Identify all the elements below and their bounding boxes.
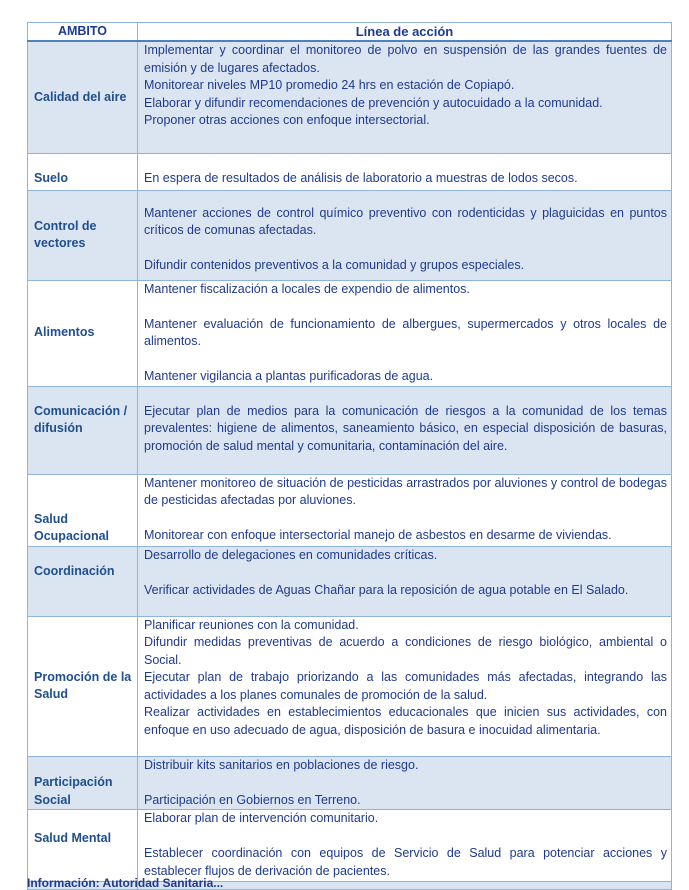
ambito-coordinacion: Coordinación <box>28 546 138 616</box>
table-row <box>28 386 672 474</box>
action-cell <box>138 546 672 616</box>
action-line: Elaborar plan de intervención comunitario. <box>144 811 379 825</box>
action-line: Mantener monitoreo de situación de pesticidas arrastrados por aluviones y control de bodegas de pesticidas afectadas por aluviones. <box>144 475 667 507</box>
action-cell <box>138 386 672 474</box>
table-row <box>28 810 672 882</box>
action-table <box>27 22 672 890</box>
action-line: Realizar actividades en establecimientos educacionales que inicien sus actividades, con enfoque en uso adecuado de agua, disposición de basura e inocuidad alimentaria. <box>144 705 667 737</box>
action-line: Establecer coordinación con equipos de Servicio de Salud para potenciar acciones y establecer flujos de derivación de pacientes. <box>144 846 667 878</box>
action-line: Monitorear niveles MP10 promedio 24 hrs en estación de Copiapó. <box>144 78 515 92</box>
action-line: Mantener fiscalización a locales de expendio de alimentos. <box>144 281 470 296</box>
action-line: Ejecutar plan de trabajo priorizando a las comunidades más afectadas, integrando las actividades a los planes comunales de promoción de la salud. <box>144 670 667 702</box>
action-line: Distribuir kits sanitarios en poblaciones de riesgo. <box>144 757 419 772</box>
action-cell <box>138 810 672 882</box>
action-cell <box>138 616 672 756</box>
action-cell <box>138 190 672 280</box>
action-cell <box>138 280 672 386</box>
table-row <box>28 756 672 810</box>
action-line: En espera de resultados de análisis de laboratorio a muestras de lodos secos. <box>144 171 578 185</box>
header-linea: Línea de acción <box>138 23 672 42</box>
ambito-salud-ocupacional: Salud Ocupacional <box>28 474 138 546</box>
table-row <box>28 546 672 616</box>
ambito-suelo: Suelo <box>28 153 138 190</box>
ambito-alimentos: Alimentos <box>28 280 138 386</box>
action-line: Monitorear con enfoque intersectorial manejo de asbestos en desarme de viviendas. <box>144 528 612 542</box>
ambito-promocion-salud: Promoción de la Salud <box>28 616 138 756</box>
table-row <box>28 190 672 280</box>
ambito-salud-mental: Salud Mental <box>28 810 138 882</box>
table-row <box>28 474 672 546</box>
action-line: Mantener acciones de control químico preventivo con rodenticidas y plaguicidas en puntos críticos de comunas afectadas. <box>144 205 667 237</box>
action-line: Mantener vigilancia a plantas purificadoras de agua. <box>144 369 434 383</box>
table-row <box>28 41 672 153</box>
header-ambito: AMBITO <box>28 23 138 42</box>
ambito-participacion-social: Participación Social <box>28 756 138 810</box>
ambito-comunicacion: Comunicación / difusión <box>28 386 138 474</box>
footer-note: Información: Autoridad Sanitaria... <box>27 876 224 890</box>
action-cell <box>138 474 672 546</box>
ambito-calidad-aire: Calidad del aire <box>28 41 138 153</box>
action-line: Verificar actividades de Aguas Chañar para la reposición de agua potable en El Salado. <box>144 582 629 597</box>
action-line: Difundir medidas preventivas de acuerdo a condiciones de riesgo biológico, ambiental o Social. <box>144 635 667 667</box>
action-line: Participación en Gobiernos en Terreno. <box>144 792 361 807</box>
table-row <box>28 280 672 386</box>
action-cell <box>138 41 672 153</box>
action-line: Ejecutar plan de medios para la comunicación de riesgos a la comunidad de los temas prevalentes: higiene de alimentos, saneamiento básico, en especial disposición de basuras, promoción de salud mental y comunitaria, contaminación del aire. <box>144 403 667 453</box>
action-line: Elaborar y difundir recomendaciones de prevención y autocuidado a la comunidad. <box>144 95 603 110</box>
action-line: Mantener evaluación de funcionamiento de albergues, supermercados y otros locales de alimentos. <box>144 316 667 348</box>
ambito-control-vectores: Control de vectores <box>28 190 138 280</box>
action-cell <box>138 756 672 810</box>
table-row <box>28 153 672 190</box>
action-line: Implementar y coordinar el monitoreo de polvo en suspensión de las grandes fuentes de emisión y de lugares afectados. <box>144 43 667 75</box>
header-row <box>28 23 672 42</box>
action-line: Difundir contenidos preventivos a la comunidad y grupos especiales. <box>144 258 525 272</box>
action-cell <box>138 153 672 190</box>
table-row <box>28 616 672 756</box>
action-line: Proponer otras acciones con enfoque intersectorial. <box>144 113 430 127</box>
action-line: Desarrollo de delegaciones en comunidades críticas. <box>144 547 438 562</box>
action-line: Planificar reuniones con la comunidad. <box>144 617 359 632</box>
